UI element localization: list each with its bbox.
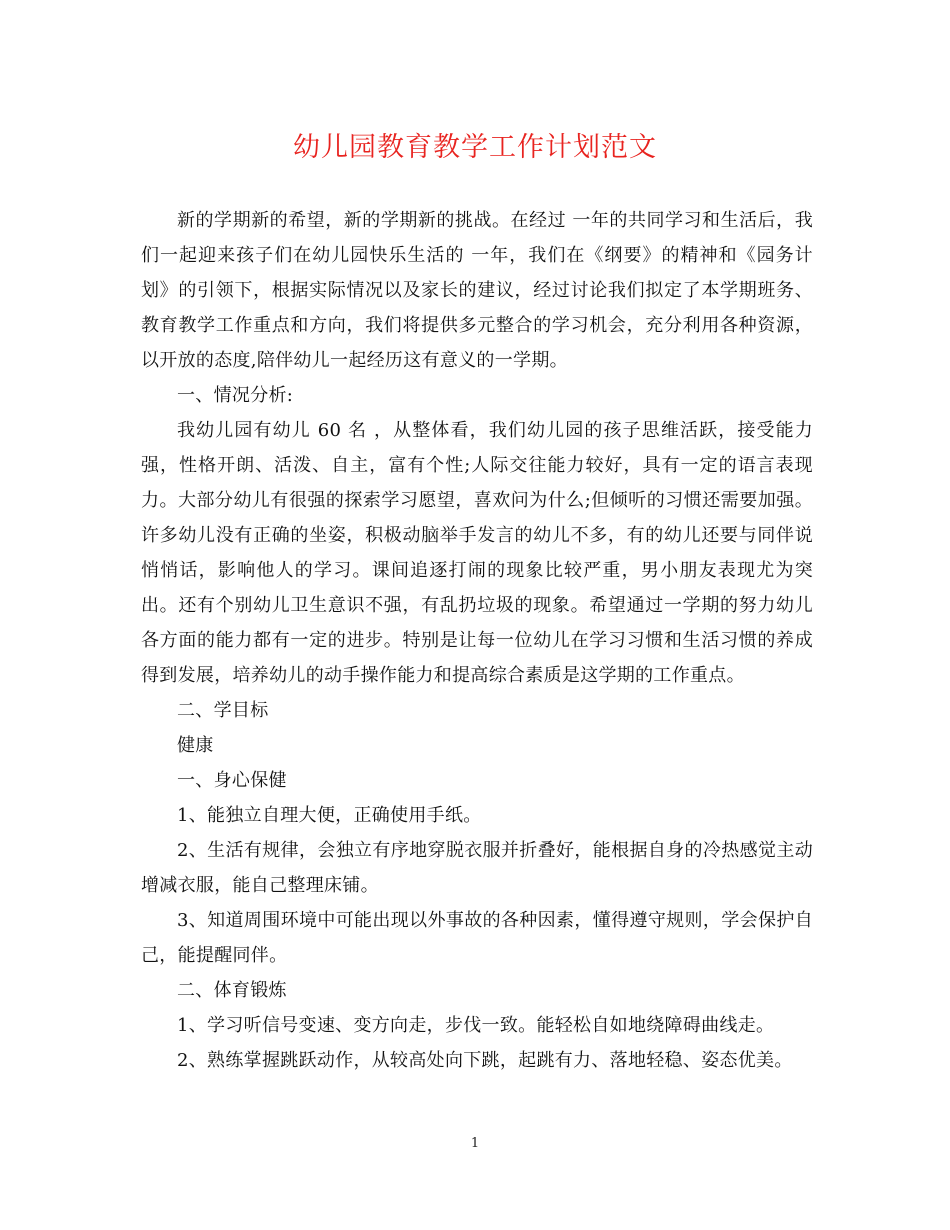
document-body	[141, 203, 813, 1078]
document-title: 幼儿园教育教学工作计划范文	[293, 132, 657, 163]
list-item: 2、熟练掌握跳跃动作，从较高处向下跳，起跳有力、落地轻稳、姿态优美。	[177, 1050, 793, 1071]
page-number: 1	[470, 1136, 480, 1151]
subheading-health: 健康	[177, 735, 214, 756]
section-heading-situation: 一、情况分析:	[177, 385, 294, 406]
subheading-exercise: 二、体育锻炼	[177, 980, 287, 1001]
section-heading-goals: 二、学目标	[177, 700, 269, 721]
subheading-wellbeing: 一、身心保健	[177, 770, 287, 791]
list-item: 1、学习听信号变速、变方向走，步伐一致。能轻松自如地绕障碍曲线走。	[177, 1015, 775, 1036]
paragraph-situation: 我幼儿园有幼儿 60 名 ，从整体看，我们幼儿园的孩子思维活跃，接受能力强，性格开朗、活泼、自主，富有个性;人际交往能力较好，具有一定的语言表现力。大部分幼儿有很强的探索学习愿望，喜欢问为什么;但倾听的习惯还需要加强。许多幼儿没有正确的坐姿，积极动脑举手发言的幼儿不多，有的幼儿还要与同伴说悄悄话，影响他人的学习。课间追逐打闹的现象比较严重，男小朋友表现尤为突出。还有个别幼儿卫生意识不强，有乱扔垃圾的现象。希望通过一学期的努力幼儿各方面的能力都有一定的进步。特别是让每一位幼儿在学习习惯和生活习惯的养成得到发展，培养幼儿的动手操作能力和提高综合素质是这学期的工作重点。	[141, 420, 813, 686]
list-item: 1、能独立自理大便，正确使用手纸。	[177, 805, 482, 826]
list-item: 3、知道周围环境中可能出现以外事故的各种因素，懂得遵守规则，学会保护自己，能提醒同伴。	[141, 910, 813, 966]
paragraph-intro: 新的学期新的希望，新的学期新的挑战。在经过 一年的共同学习和生活后，我们一起迎来孩子们在幼儿园快乐生活的 一年，我们在《纲要》的精神和《园务计划》的引领下，根据实际情况以及家长的建议，经过讨论我们拟定了本学期班务、教育教学工作重点和方向，我们将提供多元整合的学习机会，充分利用各种资源，以开放的态度,陪伴幼儿一起经历这有意义的一学期。	[141, 210, 813, 371]
list-item: 2、生活有规律，会独立有序地穿脱衣服并折叠好，能根据自身的冷热感觉主动增减衣服，能自己整理床铺。	[141, 840, 813, 896]
